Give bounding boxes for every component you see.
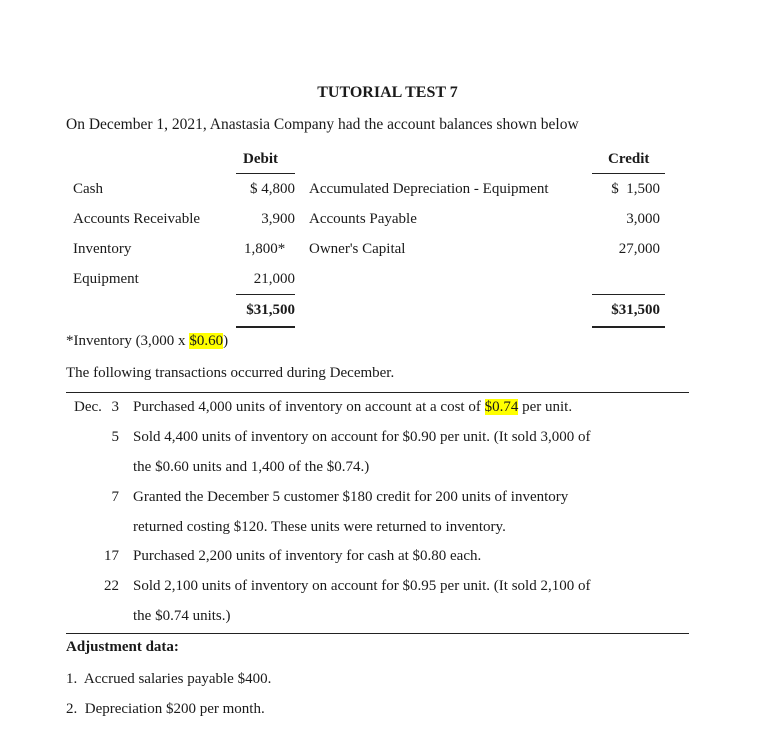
tx-day-7: 7 [111, 489, 119, 505]
highlight-060: $0.60 [189, 333, 224, 349]
debit-header-rule [236, 173, 295, 174]
debit-account-inventory: Inventory [73, 241, 132, 257]
tx-day-22: 22 [104, 578, 119, 594]
tx-day-3: 3 [111, 399, 119, 415]
credit-subtotal-rule [592, 294, 665, 295]
tx-22-line1: Sold 2,100 units of inventory on account for $0.95 per unit. (It sold 2,100 of [133, 578, 591, 594]
tx-5-line1: Sold 4,400 units of inventory on account for $0.90 per unit. (It sold 3,000 of [133, 429, 591, 445]
debit-amount-equipment: 21,000 [253, 271, 295, 287]
debit-amount-inventory: 1,800* [244, 241, 286, 257]
debit-account-cash: Cash [73, 181, 103, 197]
transactions-bottom-rule [66, 633, 689, 634]
credit-account-ap: Accounts Payable [309, 211, 417, 227]
credit-total-double-rule [592, 326, 665, 328]
adjustment-item-1: 1. Accrued salaries payable $400. [66, 671, 272, 687]
debit-account-equipment: Equipment [73, 271, 139, 287]
debit-amount-cash: $ 4,800 [250, 181, 295, 197]
debit-subtotal-rule [236, 294, 295, 295]
debit-total: $31,500 [246, 302, 295, 318]
credit-amount-capital: 27,000 [618, 241, 660, 257]
tx-5-line2: the $0.60 units and 1,400 of the $0.74.) [133, 459, 370, 475]
debit-total-double-rule [236, 326, 295, 328]
highlight-074: $0.74 [484, 399, 519, 415]
credit-account-accum-dep: Accumulated Depreciation - Equipment [309, 181, 549, 197]
tx-day-17: 17 [104, 548, 119, 564]
credit-amount-accum-dep: $ 1,500 [611, 181, 660, 197]
adjustment-item-2: 2. Depreciation $200 per month. [66, 701, 265, 717]
tx-3-text: Purchased 4,000 units of inventory on account at a cost of $0.74 per unit. [133, 399, 573, 415]
credit-amount-ap: 3,000 [626, 211, 660, 227]
credit-account-capital: Owner's Capital [309, 241, 406, 257]
transactions-top-rule [66, 392, 689, 393]
tx-7-line2: returned costing $120. These units were returned to inventory. [133, 519, 506, 535]
adjustment-heading: Adjustment data: [66, 639, 179, 655]
tx-17-line1: Purchased 2,200 units of inventory for cash at $0.80 each. [133, 548, 482, 564]
intro-text: On December 1, 2021, Anastasia Company had the account balances shown below [66, 116, 579, 133]
debit-account-ar: Accounts Receivable [73, 211, 201, 227]
page-title: TUTORIAL TEST 7 [317, 84, 458, 101]
tx-day-5: 5 [111, 429, 119, 445]
credit-header-rule [592, 173, 665, 174]
tx-22-line2: the $0.74 units.) [133, 608, 231, 624]
tx-7-line1: Granted the December 5 customer $180 credit for 200 units of inventory [133, 489, 569, 505]
credit-header: Credit [608, 151, 650, 167]
debit-amount-ar: 3,900 [261, 211, 295, 227]
tx-month: Dec. [74, 399, 102, 415]
inventory-footnote: *Inventory (3,000 x $0.60) [66, 333, 229, 349]
transactions-intro: The following transactions occurred during December. [66, 365, 395, 381]
credit-total: $31,500 [611, 302, 660, 318]
debit-header: Debit [243, 151, 278, 167]
